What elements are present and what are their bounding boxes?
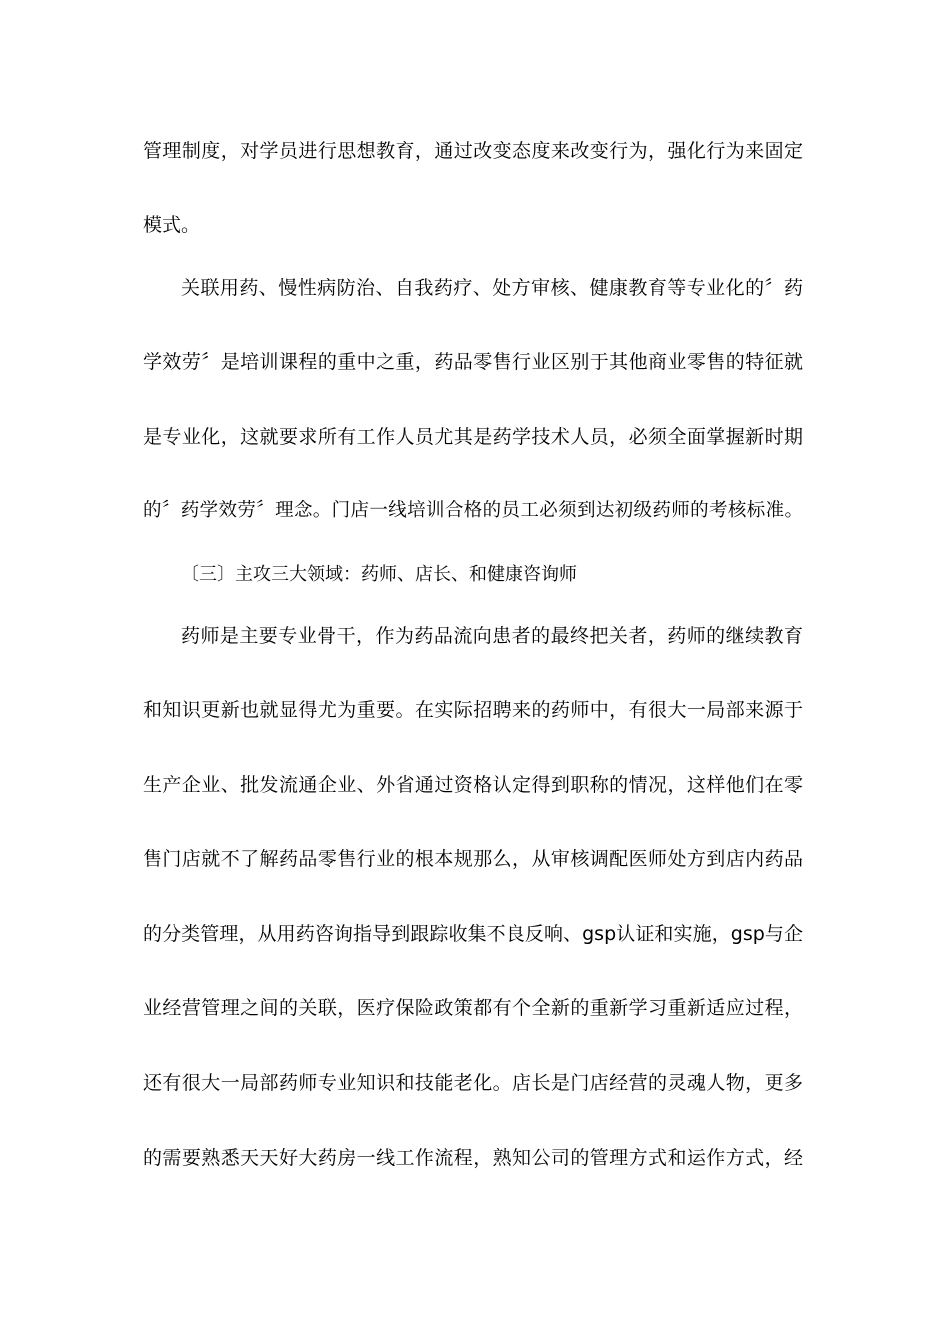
text-line: 还有很大一局部药师专业知识和技能老化。店长是门店经营的灵魂人物，更多: [143, 1072, 803, 1094]
paragraph-start-line: 关联用药、慢性病防治、自我药疗、处方审核、健康教育等专业化的〞药: [181, 277, 803, 299]
text-line: 和知识更新也就显得尤为重要。在实际招聘来的药师中，有很大一局部来源于: [143, 699, 803, 721]
text-line: 管理制度，对学员进行思想教育，通过改变态度来改变行为，强化行为来固定: [143, 140, 803, 162]
text-line: 模式。: [143, 214, 201, 236]
text-line: 的〞药学效劳〞理念。门店一线培训合格的员工必须到达初级药师的考核标准。: [143, 500, 803, 521]
text-line: 的需要熟悉天天好大药房一线工作流程，熟知公司的管理方式和运作方式，经: [143, 1147, 803, 1169]
text-line: 是专业化，这就要求所有工作人员尤其是药学技术人员，必须全面掌握新时期: [143, 426, 803, 448]
text-line: 学效劳〞是培训课程的重中之重，药品零售行业区别于其他商业零售的特征就: [143, 351, 803, 373]
text-line: 的分类管理，从用药咨询指导到跟踪收集不良反响、gsp认证和实施，gsp与企: [143, 923, 803, 945]
paragraph-start-line: 药师是主要专业骨干，作为药品流向患者的最终把关者，药师的继续教育: [181, 625, 803, 647]
text-line: 售门店就不了解药品零售行业的根本规那么，从审核调配医师处方到店内药品: [143, 848, 803, 870]
text-line: 生产企业、批发流通企业、外省通过资格认定得到职称的情况，这样他们在零: [143, 774, 803, 796]
text-line: 业经营管理之间的关联，医疗保险政策都有个全新的重新学习重新适应过程，: [143, 997, 803, 1019]
section-heading: 〔三〕主攻三大领域：药师、店长、和健康咨询师: [181, 564, 577, 585]
